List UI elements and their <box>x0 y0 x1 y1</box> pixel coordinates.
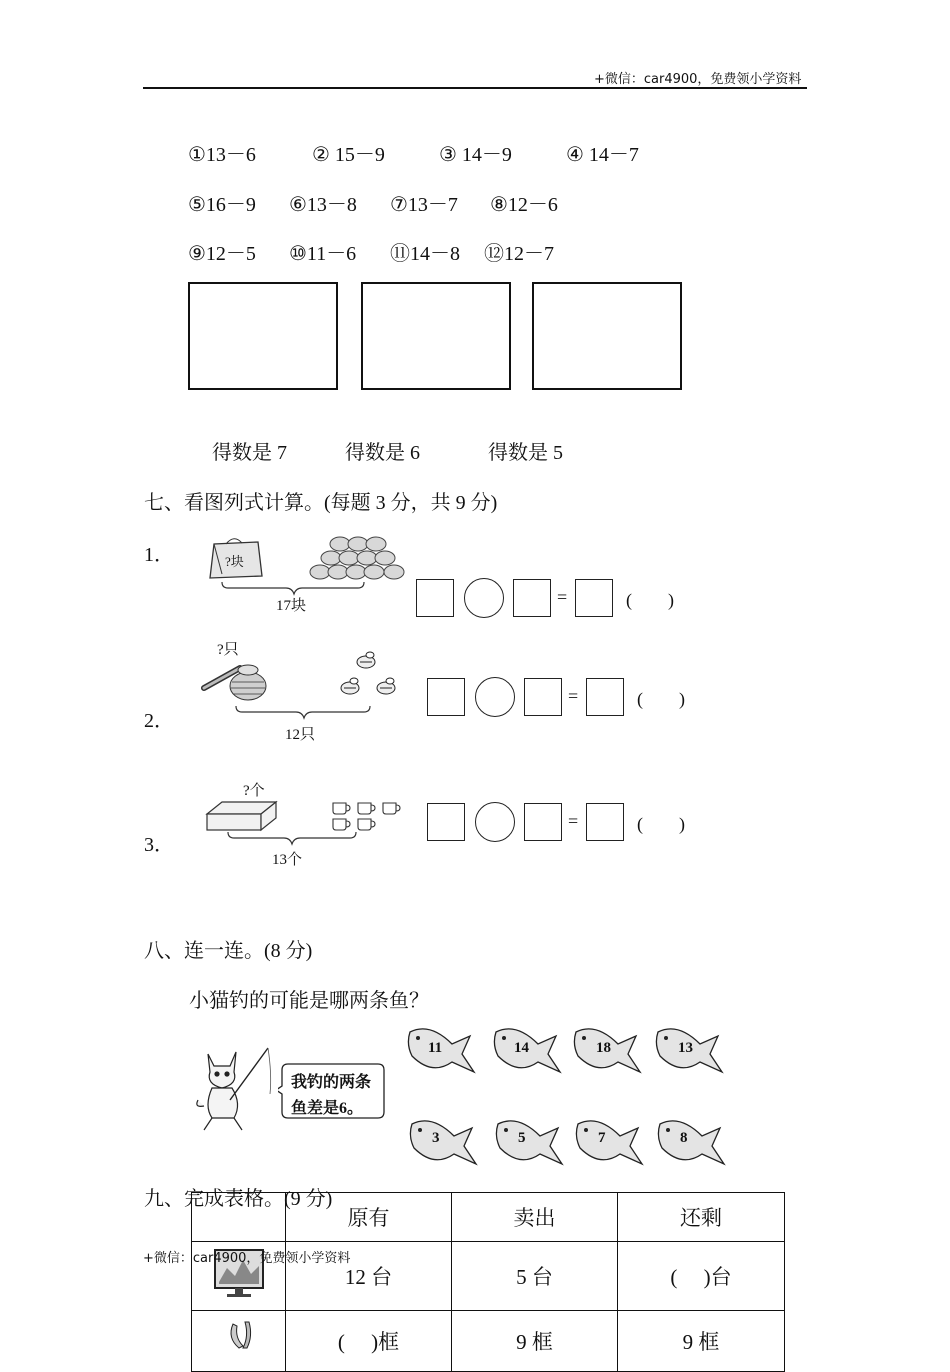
section8-question: 小猫钓的可能是哪两条鱼？ <box>189 990 429 1012</box>
p1-number-box-b[interactable] <box>513 579 551 617</box>
brace-3 <box>228 832 356 844</box>
expr-3: ③ 14－9 <box>439 144 512 166</box>
box-label-7: 得数是 7 <box>212 442 287 464</box>
box-label-6: 得数是 6 <box>345 442 420 464</box>
expr-6: ⑥13－8 <box>289 194 357 216</box>
brace-1 <box>222 582 364 594</box>
header-rule <box>143 87 807 89</box>
p1-result-box[interactable] <box>575 579 613 617</box>
problem-1-number: 1． <box>144 544 174 566</box>
banana-icon <box>219 1318 259 1358</box>
answer-box-6[interactable] <box>361 282 511 390</box>
cell-remaining-banana: 9 框 <box>618 1311 785 1372</box>
cat-fishing-icon <box>190 1044 275 1136</box>
banana-cell <box>192 1311 286 1372</box>
answer-box-7[interactable] <box>188 282 338 390</box>
fish-icon <box>654 1112 726 1168</box>
speech-line-2: 鱼差是6。 <box>291 1100 364 1117</box>
p3-number-box-a[interactable] <box>427 803 465 841</box>
cell-original-tv: 12 台 <box>286 1242 452 1311</box>
cell-sold-tv: 5 台 <box>452 1242 618 1311</box>
beehive-icon <box>204 665 266 700</box>
expr-9: ⑨12－5 <box>188 243 256 265</box>
p1-number-box-a[interactable] <box>416 579 454 617</box>
header-remaining: 还剩 <box>618 1193 785 1242</box>
cups-icon <box>333 803 400 830</box>
fish-icon <box>572 1112 644 1168</box>
fish-number: 13 <box>678 1040 693 1056</box>
question-label-1: ?块 <box>225 554 244 569</box>
fish-11[interactable] <box>404 1020 476 1076</box>
fish-18[interactable] <box>570 1020 642 1076</box>
problem-2-number: 2． <box>144 710 174 732</box>
fish-icon <box>492 1112 564 1168</box>
table-corner-cell <box>192 1193 286 1242</box>
header-watermark: +微信：car4900，免费领小学资料 <box>594 72 802 87</box>
expr-2: ② 15－9 <box>312 144 385 166</box>
fish-13[interactable] <box>652 1020 724 1076</box>
cell-sold-banana: 9 框 <box>452 1311 618 1372</box>
expr-1: ①13－6 <box>188 144 256 166</box>
problem-3-number: 3． <box>144 834 174 856</box>
p3-number-box-b[interactable] <box>524 803 562 841</box>
p2-equals: = <box>568 686 579 706</box>
box-icon <box>207 802 276 830</box>
p3-result-box[interactable] <box>586 803 624 841</box>
speech-line-1: 我钓的两条 <box>291 1074 372 1091</box>
p3-equals: = <box>568 811 579 831</box>
table-row <box>192 1311 785 1372</box>
fish-number: 8 <box>680 1130 688 1146</box>
brace-2 <box>236 706 370 718</box>
fish-14[interactable] <box>490 1020 562 1076</box>
header-original: 原有 <box>286 1193 452 1242</box>
cell-original-banana[interactable]: ( )框 <box>286 1311 452 1372</box>
fish-number: 7 <box>598 1130 606 1146</box>
expr-12: ⑫12－7 <box>484 243 554 265</box>
header-sold: 卖出 <box>452 1193 618 1242</box>
total-label-2: 12只 <box>285 727 316 743</box>
section9-title: 九、完成表格。(9 分) <box>144 1188 333 1210</box>
p2-result-box[interactable] <box>586 678 624 716</box>
beehive-illustration <box>200 650 410 720</box>
p2-operator-circle[interactable] <box>475 677 515 717</box>
p2-number-box-a[interactable] <box>427 678 465 716</box>
total-label-3: 13个 <box>272 852 303 868</box>
fish-8[interactable] <box>654 1112 726 1168</box>
fish-5[interactable] <box>492 1112 564 1168</box>
total-label-1: 17块 <box>276 598 307 614</box>
section8-title: 八、连一连。(8 分) <box>144 940 313 962</box>
fish-number: 3 <box>432 1130 440 1146</box>
expr-10: ⑩11－6 <box>289 243 357 265</box>
p3-operator-circle[interactable] <box>475 802 515 842</box>
fish-number: 5 <box>518 1130 526 1146</box>
expr-7: ⑦13－7 <box>390 194 458 216</box>
expr-11: ⑪14－8 <box>390 243 460 265</box>
expr-5: ⑤16－9 <box>188 194 256 216</box>
fish-number: 18 <box>596 1040 611 1056</box>
cell-remaining-tv[interactable]: ( )台 <box>618 1242 785 1311</box>
box-label-5: 得数是 5 <box>488 442 563 464</box>
fish-7[interactable] <box>572 1112 644 1168</box>
inventory-table <box>191 1192 785 1372</box>
p2-unit-paren[interactable]: ( ) <box>637 689 685 709</box>
p1-operator-circle[interactable] <box>464 578 504 618</box>
fish-3[interactable] <box>406 1112 478 1168</box>
section7-title: 七、看图列式计算。(每题 3 分，共 9 分) <box>144 492 498 514</box>
expr-8: ⑧12－6 <box>490 194 558 216</box>
answer-box-5[interactable] <box>532 282 682 390</box>
footer-watermark: +微信：car4900，免费领小学资料 <box>143 1251 351 1266</box>
mooncakes-icon <box>310 537 404 579</box>
p1-equals: = <box>557 587 568 607</box>
cups-illustration <box>200 796 410 846</box>
question-label-2: ?只 <box>217 642 239 658</box>
fish-number: 11 <box>428 1040 443 1056</box>
p1-unit-paren[interactable]: ( ) <box>626 590 674 610</box>
p2-number-box-b[interactable] <box>524 678 562 716</box>
bees-icon <box>341 652 395 694</box>
question-label-3: ?个 <box>243 783 265 799</box>
fish-icon <box>406 1112 478 1168</box>
fish-number: 14 <box>514 1040 529 1056</box>
expr-4: ④ 14－7 <box>566 144 639 166</box>
p3-unit-paren[interactable]: ( ) <box>637 814 685 834</box>
